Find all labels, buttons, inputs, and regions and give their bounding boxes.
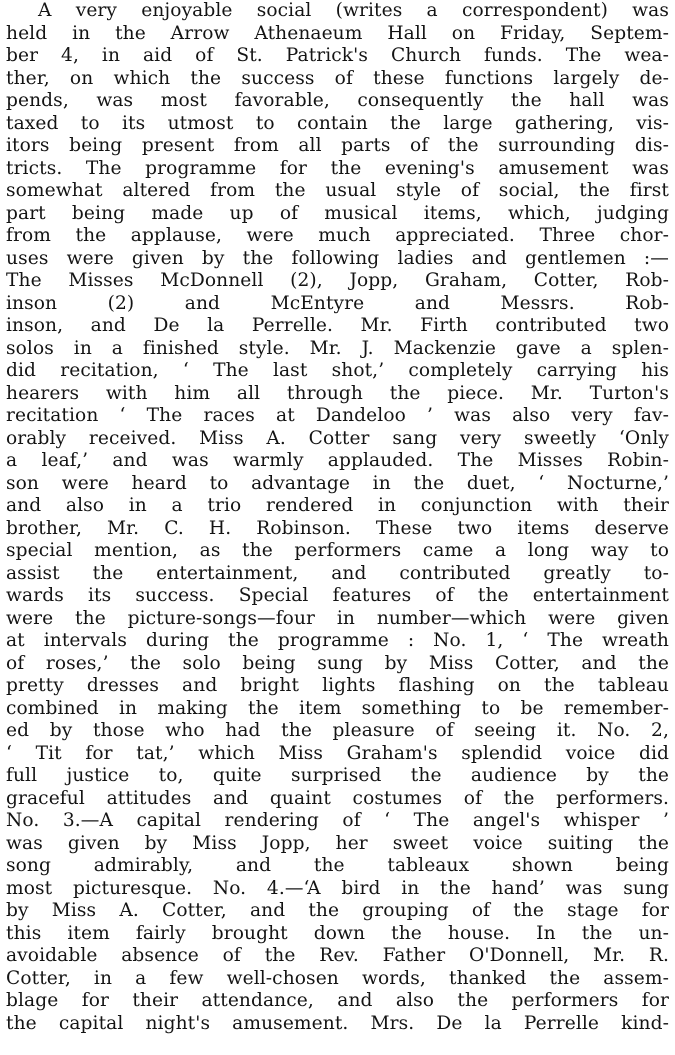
text-line: full justice to, quite surprised the audience by the	[6, 765, 669, 786]
text-line: a leaf,’ and was warmly applauded. The Misses Robin-	[6, 450, 669, 471]
text-line: The Misses McDonnell (2), Jopp, Graham, Cotter, Rob-	[6, 270, 669, 291]
text-line: this item fairly brought down the house. In the un-	[6, 922, 669, 944]
text-line: hearers with him all through the piece. Mr. Turton's	[6, 382, 669, 404]
text-line: son were heard to advantage in the duet, ‘ Nocturne,’	[6, 472, 669, 494]
text-line: blage for their attendance, and also the performers for	[6, 990, 669, 1011]
text-line: No. 3.—A capital rendering of ‘ The angel's whisper ’	[6, 810, 669, 831]
text-line: graceful attitudes and quaint costumes of the performers.	[6, 787, 669, 809]
text-line: solos in a finished style. Mr. J. Mackenzie gave a splen-	[6, 337, 669, 359]
text-line: was given by Miss Jopp, her sweet voice suiting the	[6, 832, 669, 854]
text-line: taxed to its utmost to contain the large gathering, vis-	[6, 112, 669, 134]
text-line: avoidable absence of the Rev. Father O'Donnell, Mr. R.	[6, 945, 669, 966]
text-line: part being made up of musical items, which, judging	[6, 202, 669, 224]
text-line: pends, was most favorable, consequently the hall was	[6, 90, 669, 111]
text-line: by Miss A. Cotter, and the grouping of the stage for	[6, 900, 669, 921]
text-line: the capital night's amusement. Mrs. De la Perrelle kind-	[6, 1012, 669, 1034]
text-line: pretty dresses and bright lights flashing on the tableau	[6, 675, 669, 696]
text-line: inson (2) and McEntyre and Messrs. Rob-	[6, 292, 669, 314]
text-line: most picturesque. No. 4.—‘A bird in the hand’ was sung	[6, 877, 669, 899]
text-line: assist the entertainment, and contributed greatly to-	[6, 562, 669, 584]
text-line: at intervals during the programme : No. 1, ‘ The wreath	[6, 630, 669, 651]
text-line: orably received. Miss A. Cotter sang very sweetly ‘Only	[6, 427, 669, 449]
text-line: tricts. The programme for the evening's amusement was	[6, 157, 669, 179]
text-line: recitation ‘ The races at Dandeloo ’ was also very fav-	[6, 405, 669, 426]
text-line: somewhat altered from the usual style of social, the first	[6, 180, 669, 201]
text-line: did recitation, ‘ The last shot,’ completely carrying his	[6, 360, 669, 381]
text-line: held in the Arrow Athenaeum Hall on Friday, Septem-	[6, 22, 669, 44]
text-line: combined in making the item something to be remember-	[6, 697, 669, 719]
text-line: from the applause, were much appreciated. Three chor-	[6, 225, 669, 246]
text-line: ber 4, in aid of St. Patrick's Church funds. The wea-	[6, 45, 669, 66]
text-line: brother, Mr. C. H. Robinson. These two items deserve	[6, 517, 669, 539]
text-line: inson, and De la Perrelle. Mr. Firth contributed two	[6, 315, 669, 336]
text-line: Cotter, in a few well-chosen words, thanked the assem-	[6, 967, 669, 989]
text-line: itors being present from all parts of the surrounding dis-	[6, 135, 669, 156]
text-line: special mention, as the performers came a long way to	[6, 540, 669, 561]
text-line: wards its success. Special features of the entertainment	[6, 585, 669, 606]
text-line: and also in a trio rendered in conjunction with their	[6, 495, 669, 516]
text-line: were the picture-songs—four in number—which were given	[6, 607, 669, 629]
text-line: ther, on which the success of these functions largely de-	[6, 67, 669, 89]
text-line: ‘ Tit for tat,’ which Miss Graham's splendid voice did	[6, 742, 669, 764]
text-line: song admirably, and the tableaux shown being	[6, 855, 669, 876]
text-line: ed by those who had the pleasure of seeing it. No. 2,	[6, 720, 669, 741]
text-line: of roses,’ the solo being sung by Miss Cotter, and the	[6, 652, 669, 674]
text-line: uses were given by the following ladies and gentlemen :—	[6, 247, 669, 269]
text-line: A very enjoyable social (writes a correspondent) was	[38, 0, 669, 21]
